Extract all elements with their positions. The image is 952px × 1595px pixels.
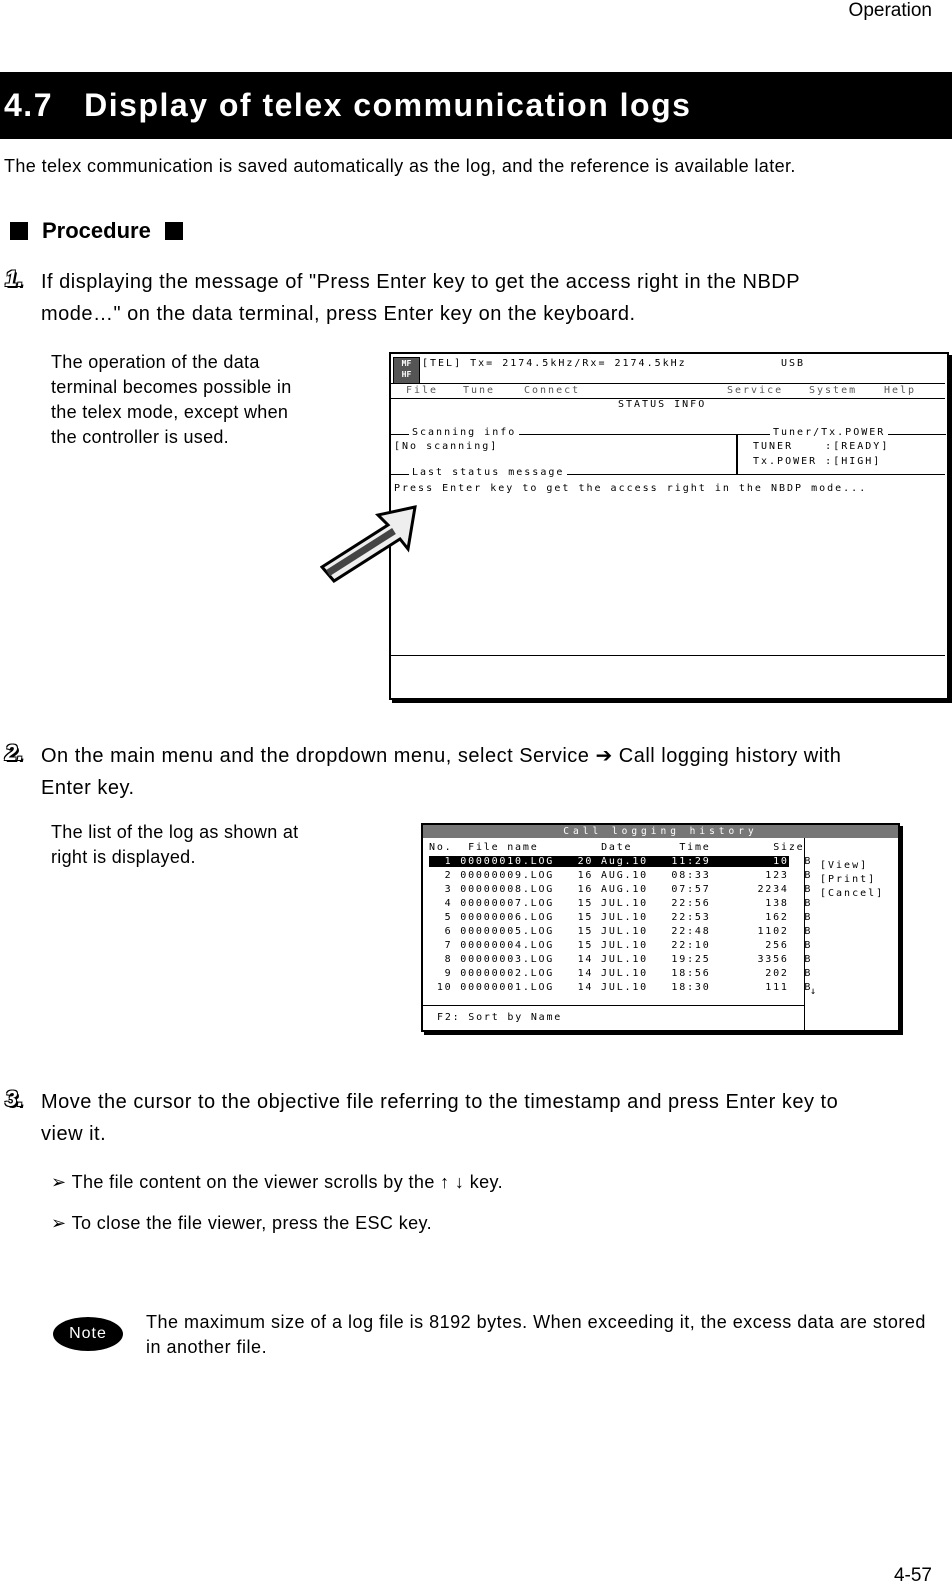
bullet-text: To close the file viewer, press the ESC key. [71, 1213, 432, 1233]
menu-connect[interactable]: Connect [524, 385, 581, 396]
size-unit: B [788, 856, 813, 867]
col-date: Date [601, 842, 633, 853]
scanning-value: [No scanning] [394, 441, 499, 452]
panel-title: STATUS INFO [618, 399, 707, 410]
bullet-text: The file content on the viewer scrolls by the ↑ ↓ key. [71, 1172, 504, 1192]
tuner-power-group [737, 427, 946, 475]
side-note-line: The operation of the data [51, 352, 260, 372]
mf-hf-logo-icon [393, 357, 420, 384]
step-text-line: Move the cursor to the objective file referring to the timestamp and press Enter key to [41, 1091, 839, 1113]
chapter-title: 4.7 Display of telex communication logs [0, 72, 952, 139]
col-file-name: File name [468, 842, 539, 853]
size-unit: B [788, 968, 813, 979]
step-text-line: On the main menu and the dropdown menu, select Service ➔ Call logging history with [41, 745, 842, 767]
col-time: Time [679, 842, 711, 853]
step-text-line: mode…" on the data terminal, press Enter key on the keyboard. [41, 303, 636, 325]
terminal-status-screen [389, 352, 949, 700]
bullet-item [51, 1172, 503, 1193]
row-content: 7 00000004.LOG 15 JUL.10 22:10 256 [429, 940, 789, 951]
size-unit: B [788, 898, 813, 909]
section-header: Operation [848, 0, 932, 21]
menu-tune[interactable]: Tune [463, 385, 496, 396]
sort-hint: F2: Sort by Name [437, 1012, 563, 1023]
menu-help[interactable]: Help [884, 385, 917, 396]
table-row[interactable] [429, 869, 812, 883]
row-content: 6 00000005.LOG 15 JUL.10 22:48 1102 [429, 926, 789, 937]
page-number: 4-57 [893, 1565, 932, 1586]
step-text-line: Enter key. [41, 777, 135, 799]
size-unit: B [788, 926, 813, 937]
frequency-status: [TEL] Tx= 2174.5kHz/Rx= 2174.5kHz [422, 358, 687, 369]
tuner-status: TUNER :[READY] [753, 441, 890, 452]
row-content: 4 00000007.LOG 15 JUL.10 22:56 138 [429, 898, 789, 909]
footer-divider [423, 1005, 804, 1006]
cancel-option[interactable]: [Cancel] [820, 888, 885, 899]
menu-file[interactable]: File [406, 385, 439, 396]
tuner-power-title: Tuner/Tx.POWER [770, 427, 888, 438]
col-no: No. [429, 842, 453, 853]
step-text [41, 740, 946, 804]
step-text-line: If displaying the message of "Press Enter key to get the access right in the NBDP [41, 271, 801, 293]
row-content: 1 00000010.LOG 20 Aug.10 11:29 10 [429, 856, 789, 867]
menu-service[interactable]: Service [727, 385, 784, 396]
square-bullet-icon [10, 222, 28, 240]
last-status-title: Last status message [409, 467, 567, 478]
print-option[interactable]: [Print] [820, 874, 877, 885]
table-row[interactable] [429, 967, 812, 981]
list-header [429, 841, 805, 855]
procedure-heading [10, 218, 183, 244]
last-status-group [391, 467, 945, 656]
table-row[interactable] [429, 953, 812, 967]
view-option[interactable]: [View] [820, 860, 869, 871]
arrow-bullet-icon: ➢ [51, 1213, 67, 1233]
call-logging-history-window [421, 823, 900, 1032]
side-note-line: the telex mode, except when [51, 402, 289, 422]
table-row[interactable] [429, 883, 812, 897]
row-content: 10 00000001.LOG 14 JUL.10 18:30 111 [429, 982, 789, 993]
row-content: 2 00000009.LOG 16 AUG.10 08:33 123 [429, 870, 789, 881]
col-size: Size [773, 842, 805, 853]
pointer-arrow-icon [320, 505, 425, 585]
step-side-note [51, 350, 292, 450]
table-row[interactable] [429, 911, 812, 925]
row-content: 5 00000006.LOG 15 JUL.10 22:53 162 [429, 912, 789, 923]
arrow-bullet-icon: ➢ [51, 1172, 67, 1192]
row-content: 9 00000002.LOG 14 JUL.10 18:56 202 [429, 968, 789, 979]
step-number: 3. [5, 1086, 24, 1111]
table-row[interactable] [429, 981, 812, 995]
size-unit: B [788, 870, 813, 881]
step-number: 1. [5, 266, 24, 291]
window-title: Call logging history [423, 825, 898, 838]
side-note-line: The list of the log as shown at [51, 822, 299, 842]
power-status: Tx.POWER :[HIGH] [753, 456, 882, 467]
size-unit: B [788, 954, 813, 965]
step-side-note [51, 820, 298, 870]
menu-system[interactable]: System [809, 385, 858, 396]
step-text-line: view it. [41, 1123, 107, 1145]
table-row[interactable] [429, 925, 812, 939]
last-status-message: Press Enter key to get the access right in the NBDP mode... [394, 483, 868, 494]
mode-indicator: USB [781, 358, 806, 369]
step-text [41, 1086, 946, 1150]
note-text: The maximum size of a log file is 8192 bytes. When exceeding it, the excess data are stored in another file. [146, 1312, 926, 1357]
logo-top: MF [401, 359, 412, 368]
size-unit: B [788, 884, 813, 895]
size-unit: B [788, 940, 813, 951]
note-badge: Note [53, 1317, 123, 1351]
side-note-line: the controller is used. [51, 427, 229, 447]
bullet-item [51, 1213, 432, 1234]
size-unit: B [788, 982, 813, 993]
scroll-down-icon[interactable]: ↓ [810, 986, 819, 997]
side-note-line: terminal becomes possible in [51, 377, 292, 397]
row-content: 3 00000008.LOG 16 AUG.10 07:57 2234 [429, 884, 789, 895]
step-number: 2. [5, 740, 24, 765]
table-row[interactable] [429, 855, 812, 869]
square-bullet-icon [165, 222, 183, 240]
logo-bottom: HF [401, 370, 412, 379]
row-content: 8 00000003.LOG 14 JUL.10 19:25 3356 [429, 954, 789, 965]
procedure-label: Procedure [42, 218, 151, 243]
side-note-line: right is displayed. [51, 847, 196, 867]
step-text [41, 266, 946, 330]
size-unit: B [788, 912, 813, 923]
table-row[interactable] [429, 939, 812, 953]
menu-bar [391, 383, 945, 399]
table-row[interactable] [429, 897, 812, 911]
intro-paragraph: The telex communication is saved automatically as the log, and the reference is available later. [4, 156, 796, 176]
scanning-info-title: Scanning info [409, 427, 519, 438]
